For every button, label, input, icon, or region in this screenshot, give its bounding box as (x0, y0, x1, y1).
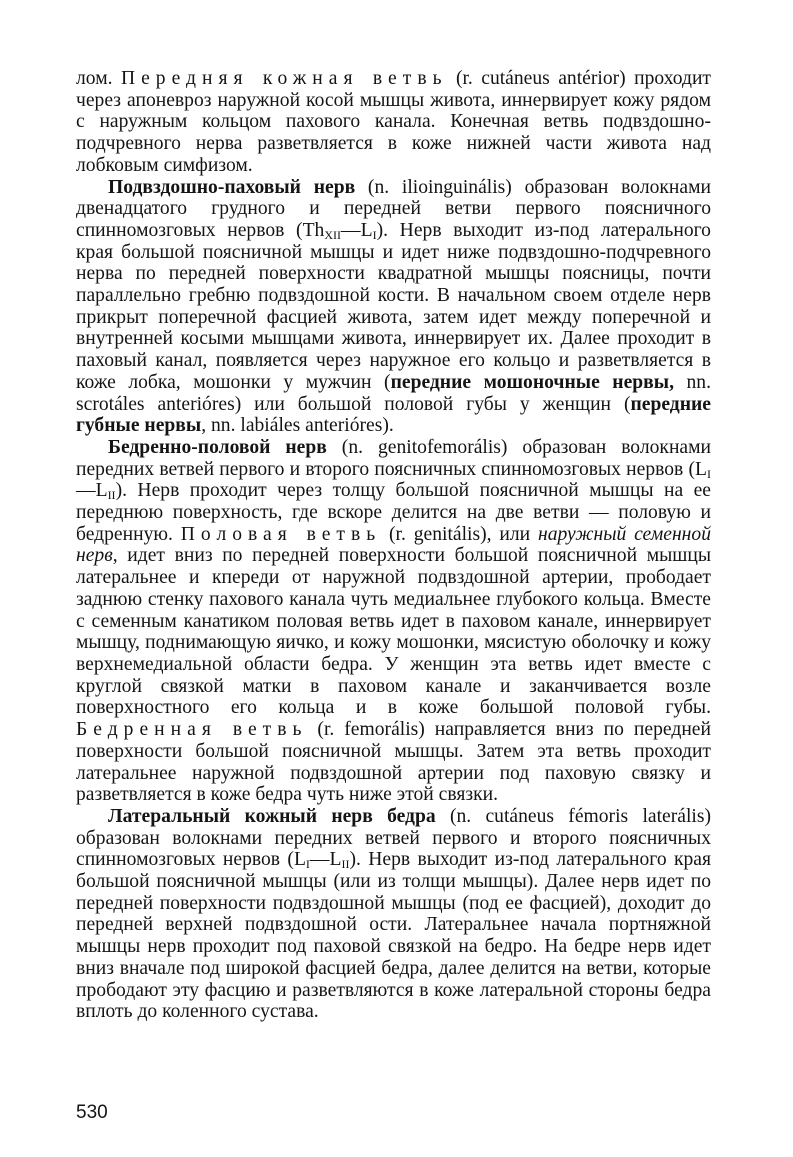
text-run: —L (341, 219, 373, 241)
italic-term: наружный семенной нерв (76, 523, 711, 567)
text-run: nn. scrotáles anterióres) или большой половой губы у женщин ( (76, 371, 711, 415)
subscript: II (107, 488, 116, 503)
text-run: (n. ilioinguinális) образован волокнами двенадцатого грудного и передней ветви первого поясничного спинномозговых нервов (Th (76, 176, 711, 241)
paragraph (76, 68, 711, 177)
text-run: ). Нерв выходит из-под латерального края большой поясничной мышцы (или из толщи мышцы). Далее нерв идет по передней поверхности подвздошной мышцы (под ее фасцией), доходит до передней верхней подвздошной ости. Латеральнее начала портняжной мышцы нерв проходит под паховой связкой на бедро. На бедре нерв идет вниз вначале под широкой фасцией бедра, далее делится на ветви, которые прободают эту фасцию и разветвляются в коже латеральной стороны бедра вплоть до коленного сустава. (76, 849, 711, 1023)
subscript: I (305, 857, 310, 872)
text-body (76, 68, 711, 1023)
text-run: ). Нерв выходит из-под латерального края большой поясничной мышцы и идет ниже подвздошно-подчревного нерва по передней поверхности квадратной мышцы поясницы, почти параллельно гребню подвздошной кости. В начальном своем отделе нерв прикрыт поперечной фасцией живота, затем идет между поперечной и внутренней косыми мышцами живота, иннервирует их. Далее проходит в паховый канал, появляется через наружное его кольцо и разветвляется в коже лобка, мошонки у мужчин ( (76, 219, 711, 393)
bold-term: Бедренно-половой нерв (108, 436, 327, 458)
text-run: (r. genitális), или (381, 523, 538, 545)
text-run: —L (76, 480, 108, 502)
text-run: , идет вниз по передней поверхности большой поясничной мышцы латеральнее и кпереди от наружной подвздошной артерии, прободает заднюю стенку пахового канала чуть медиальнее глубокого кольца. Вместе с семенным канатиком половая ветвь идет в паховом канале, иннервирует мышцу, поднимающую яичко, и кожу мошонки, мясистую оболочку и кожу верхнемедиальной области бедра. У женщин эта ветвь идет вместе с круглой связкой матки в паховом канале и заканчивается возле поверхностного его кольца и в коже большой половой губы. (76, 545, 711, 719)
page-number: 530 (76, 1102, 108, 1123)
subscript: I (372, 227, 377, 242)
text-run: ). Нерв проходит через толщу большой поясничной мышцы на ее переднюю поверхность, где вскоре делится на две ветви — половую и бедренную. (76, 480, 711, 545)
paragraph (76, 806, 711, 1023)
text-run: (n. genitofemorális) образован волокнами передних ветвей первого и второго поясничных спинномозговых нервов (L (76, 436, 712, 480)
text-run: лом. (76, 68, 121, 89)
text-run: (r. cutáneus antérior) проходит через апоневроз наружной косой мышцы живота, иннервирует кожу рядом с наружным кольцом пахового канала. Конечная ветвь подвздошно-подчревного нерва разветвляется в коже нижней части живота над лобковым симфизом. (76, 68, 711, 176)
bold-term: Латеральный кожный нерв бедра (108, 805, 436, 827)
spaced-term: Передняя кожная ветвь (120, 68, 448, 89)
spaced-term: Бедренная ветвь (76, 719, 308, 741)
paragraph (76, 177, 711, 437)
text-run: (n. cutáneus fémoris laterális) образован волокнами передних ветвей первого и второго поясничных спинномозговых нервов (L (76, 805, 711, 871)
bold-term: передние мошоночные нервы, (390, 371, 674, 393)
bold-term: передние губные нервы (76, 393, 711, 437)
text-run: —L (309, 849, 342, 871)
spaced-term: Половая ветвь (180, 523, 382, 545)
bold-term: Подвздошно-паховый нерв (108, 176, 356, 198)
text-run: , nn. labiáles anterióres). (201, 415, 394, 437)
text-run: (r. femorális) направляется вниз по передней поверхности большой поясничной мышцы. Затем эта ветвь проходит латеральнее наружной подвздошной артерии под паховую связку и разветвляется в коже бедра чуть ниже этой связки. (76, 719, 711, 806)
subscript: XII (324, 227, 342, 242)
paragraph (76, 437, 711, 806)
subscript: II (341, 857, 350, 872)
subscript: I (707, 466, 711, 481)
